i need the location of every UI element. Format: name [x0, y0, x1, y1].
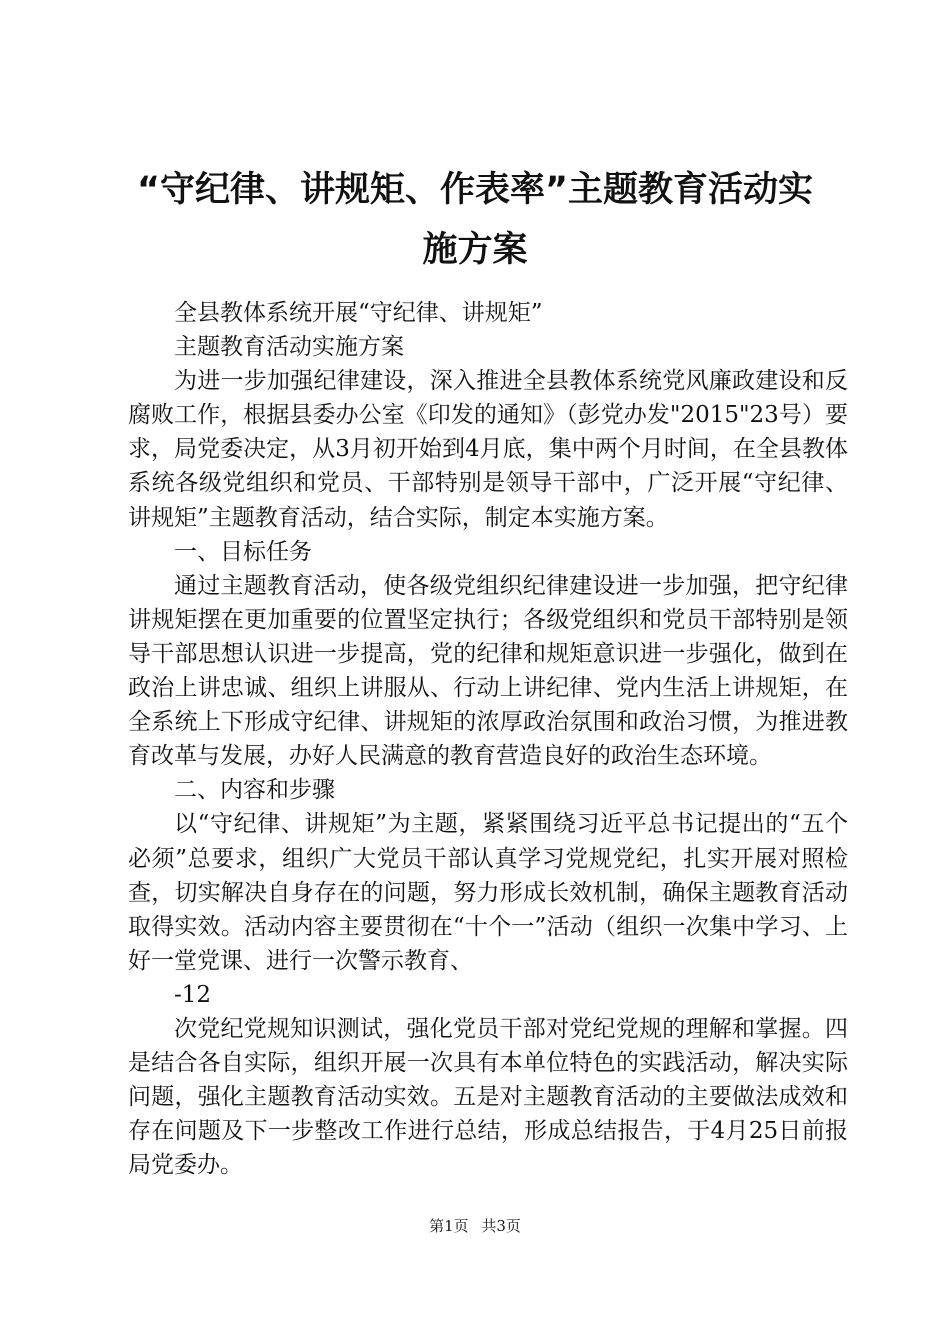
- document-title-line-1: “守纪律、讲规矩、作表率”主题教育活动实: [136, 170, 813, 210]
- section-heading-goals: 一、目标任务: [174, 538, 312, 565]
- page-footer: [0, 1216, 950, 1236]
- intro-paragraph: 为进一步加强纪律建设，深入推进全县教体系统党风廉政建设和反腐败工作，根据县委办公室《印发的通知》（彭党办发"2015"23号）要求，局党委决定，从3月初开始到4月底，集中两个月时间，在全县教体系统各级党组织和党员、干部特别是领导干部中，广泛开展“守纪律、讲规矩”主题教育活动，结合实际，制定本实施方案。: [128, 368, 848, 531]
- page-fragment-marker: -12: [174, 981, 212, 1008]
- document-body: [128, 296, 848, 1182]
- page-number: 第1页: [429, 1217, 469, 1235]
- page-total: 共3页: [481, 1217, 521, 1235]
- continuation-paragraph: 次党纪党规知识测试，强化党员干部对党纪党规的理解和掌握。四是结合各自实际，组织开展一次具有本单位特色的实践活动，解决实际问题，强化主题教育活动实效。五是对主题教育活动的主要做法成效和存在问题及下一步整改工作进行总结，形成总结报告，于4月25日前报局党委办。: [128, 1015, 848, 1179]
- subtitle-line-2: 主题教育活动实施方案: [174, 334, 404, 361]
- goals-paragraph: 通过主题教育活动，使各级党组织纪律建设进一步加强，把守纪律讲规矩摆在更加重要的位置坚定执行；各级党组织和党员干部特别是领导干部思想认识进一步提高，党的纪律和规矩意识进一步强化，做到在政治上讲忠诚、组织上讲服从、行动上讲纪律、党内生活上讲规矩，在全系统上下形成守纪律、讲规矩的浓厚政治氛围和政治习惯，为推进教育改革与发展，办好人民满意的教育营造良好的政治生态环境。: [128, 572, 848, 770]
- subtitle-line-1: 全县教体系统开展“守纪律、讲规矩”: [174, 300, 543, 326]
- document-title: [100, 160, 850, 280]
- content-paragraph: 以“守纪律、讲规矩”为主题，紧紧围绕习近平总书记提出的“五个必须”总要求，组织广大党员干部认真学习党规党纪，扎实开展对照检查，切实解决自身存在的问题，努力形成长效机制，确保主题教育活动取得实效。活动内容主要贯彻在“十个一”活动（组织一次集中学习、上好一堂党课、进行一次警示教育、: [128, 811, 848, 974]
- document-title-line-2: 施方案: [422, 230, 528, 270]
- section-heading-content-steps: 二、内容和步骤: [174, 777, 335, 804]
